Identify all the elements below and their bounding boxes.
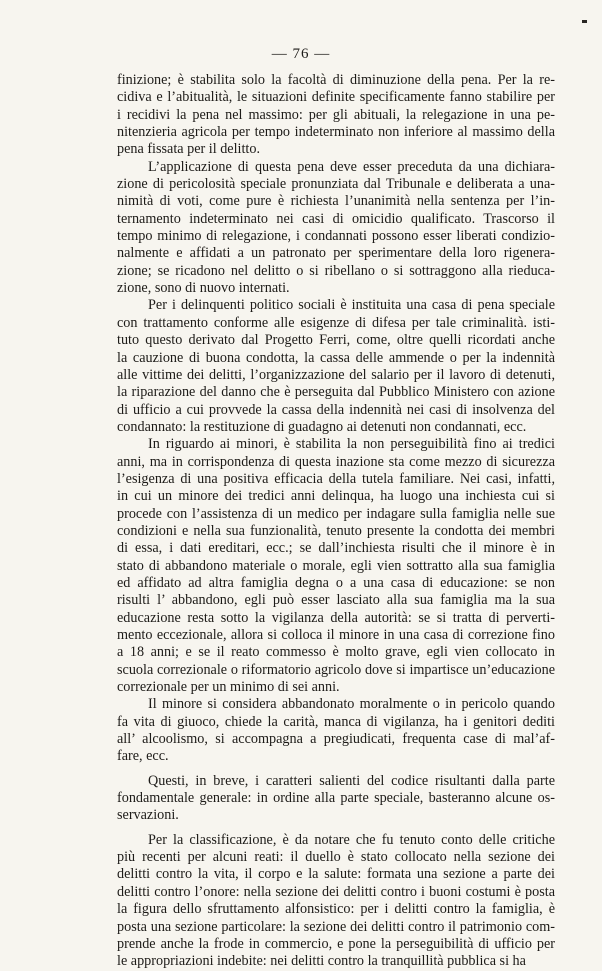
text-line: zione; se ricadono nel delitto o si ribellano o si sottraggono alla rieduca- <box>117 262 555 279</box>
text-line: correzionale per un minimo di sei anni. <box>117 679 340 696</box>
text-line: condizioni e nella sua funzionalità, tenuto presente la condotta dei membri <box>117 522 555 539</box>
text-line: di essa, i dati ereditari, ecc.; se dall’inchiesta risulti che il minore è in <box>117 540 555 557</box>
text-line: posta una sezione particolare: la sezione dei delitti contro il patrimonio com- <box>117 918 555 935</box>
paragraph <box>117 832 555 971</box>
text-line: cidiva e l’abitualità, le situazioni definite specificamente fanno stabilire per <box>117 89 555 106</box>
body-text <box>117 72 555 971</box>
paragraph <box>117 72 555 159</box>
text-line: zione, sono di nuovo internati. <box>117 280 290 297</box>
text-line: risulti l’ abbandono, egli può esser lasciato alla sua famiglia ma la sua <box>117 592 555 609</box>
text-line: educazione resta sotto la vigilanza della autorità: se si tratta di perverti- <box>117 609 555 626</box>
text-line: la cauzione di buona condotta, la cassa delle ammende o per la indennità <box>117 349 555 366</box>
text-line: tuto questo derivato dal Progetto Ferri, come, oltre quelli ricordati anche <box>117 332 555 349</box>
paragraph <box>117 773 555 825</box>
text-line: più recenti per alcuni reati: il duello è stato collocato nella sezione dei <box>117 849 555 866</box>
paragraph-gap <box>117 766 555 773</box>
text-line: L’applicazione di questa pena deve esser preceduta da una dichiara- <box>148 158 555 175</box>
paragraph <box>117 159 555 298</box>
text-line: la figura dello sfruttamento alfonsistico: per i delitti contro la famiglia, è <box>117 901 555 918</box>
text-line: i recidivi la pena nel massimo: per gli abituali, la relegazione in una pe- <box>117 106 555 123</box>
text-line: ternamento indeterminato nei casi di omicidio qualificato. Trascorso il <box>117 210 555 227</box>
text-line: nimità di voti, come pure è richiesta l’unanimità nella sentenza per l’in- <box>117 193 555 210</box>
text-line: zione di pericolosità speciale pronunziata dal Tribunale e deliberata a una- <box>117 176 555 193</box>
paragraph <box>117 297 555 436</box>
text-line: fondamentale generale: in ordine alla parte speciale, basteranno alcune os- <box>117 790 555 807</box>
text-line: servazioni. <box>117 807 179 824</box>
text-line: a 18 anni; e se il reato commesso è molto grave, egli vien collocato in <box>117 644 555 661</box>
text-line: stato di abbandono materiale o morale, egli vien sottratto alla sua famiglia <box>117 557 555 574</box>
text-line: delitti contro la vita, il corpo e la salute: formata una sezione a parte dei <box>117 866 555 883</box>
text-line: ed affidato ad altra famiglia degna o a una casa di educazione: se non <box>117 574 555 591</box>
text-line: alle vittime dei delitti, l’organizzazione del salario per il lavoro di detenuti, <box>117 366 555 383</box>
text-line: nitenzieria agricola per tempo indeterminato non inferiore al massimo della <box>117 124 555 141</box>
text-line: Il minore si considera abbandonato moralmente o in pericolo quando <box>148 696 555 713</box>
paragraph <box>117 696 555 765</box>
text-line: pena fissata per il delitto. <box>117 141 261 158</box>
text-line: Questi, in breve, i caratteri salienti del codice risultanti dalla parte <box>148 772 555 789</box>
text-line: prende anche la frode in commercio, e pone la perseguibilità di ufficio per <box>117 935 555 952</box>
text-line: l’esigenza di una positiva efficacia della tutela familiare. Nei casi, infatti, <box>117 470 555 487</box>
text-line: delitti contro l’onore: nella sezione dei delitti contro i buoni costumi è posta <box>117 883 555 900</box>
text-line: tempo minimo di relegazione, i condannati possono esser liberati condizio- <box>117 228 555 245</box>
text-line: all’ alcoolismo, si accompagna a pregiudicati, frequenta case di mal’af- <box>117 731 555 748</box>
text-line: anni, ma in corrispondenza di questa inazione sta come mezzo di sicurezza <box>117 453 555 470</box>
text-line: con trattamento conforme alle esigenze di difesa per tale criminalità. isti- <box>117 314 555 331</box>
text-line: In riguardo ai minori, è stabilita la non perseguibilità fino ai tredici <box>148 436 555 453</box>
text-line: nalmente e affidati a un patronato per sperimentare della loro rigenera- <box>117 245 555 262</box>
paragraph-gap <box>117 825 555 832</box>
text-line: fare, ecc. <box>117 748 169 765</box>
page-number: — 76 — <box>271 46 331 62</box>
text-line: procede con l’assistenza di un medico per indagare sulla famiglia nelle sue <box>117 505 555 522</box>
text-line: di ufficio a cui provvede la cassa della indennità nei casi di insolvenza del <box>117 401 555 418</box>
text-line: condannato: la restituzione di guadagno ai detenuti non condannati, ecc. <box>117 418 527 435</box>
text-line: le appropriazioni indebite: nei delitti contro la tranquillità pubblica si ha <box>117 953 526 970</box>
text-line: Per la classificazione, è da notare che fu tenuto conto delle critiche <box>148 831 555 848</box>
text-line: fa vita di giuoco, chiede la carità, manca di vigilanza, ha i genitori dediti <box>117 713 555 730</box>
text-line: scuola correzionale o riformatorio agricolo dove si impartisce un’educazione <box>117 661 555 678</box>
text-line: finizione; è stabilita solo la facoltà di diminuzione della pena. Per la re- <box>117 72 555 88</box>
text-line: la riparazione del danno che è perseguita dal Pubblico Ministero con azione <box>117 384 555 401</box>
text-line: mento eccezionale, allora si colloca il minore in una casa di correzione fino <box>117 627 555 643</box>
corner-mark <box>582 20 587 23</box>
text-line: Per i delinquenti politico sociali è instituita una casa di pena speciale <box>148 297 555 314</box>
text-line: in cui un minore dei tredici anni delinqua, ha luogo una inchiesta cui si <box>117 488 555 505</box>
paragraph <box>117 436 555 696</box>
